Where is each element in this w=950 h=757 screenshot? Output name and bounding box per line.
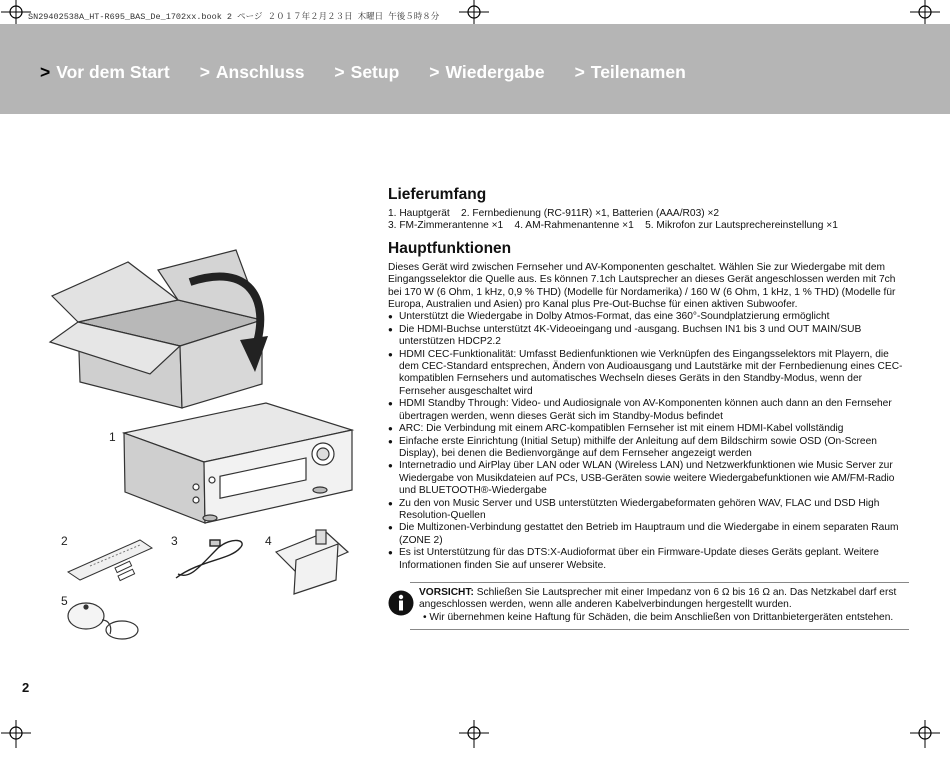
feature-list: [388, 311, 908, 572]
info-icon: [388, 590, 414, 616]
remote-control-icon: [68, 540, 152, 581]
section-heading-lieferumfang: Lieferumfang: [388, 186, 487, 203]
figure-label-2: 2: [61, 534, 68, 548]
nav-label: Wiedergabe: [445, 62, 545, 82]
list-item: ● HDMI CEC-Funktionalität: Umfasst Bedienfunktionen wie Verknüpfen des Eingangsselektors mit Playern, die dem CEC-Standard entsprechen, Ändern von Audioausgang und Lautstärke mit der Fernbedienung eines CEC-kompatiblen Fernsehers und automatisches Wechseln dieses Geräts in den Standby-Modus, wenn der Fernseher ausgeschaltet wird: [388, 349, 908, 399]
list-item: ● Zu den von Music Server und USB unterstützten Wiedergabeformaten gehören WAV, FLAC und DSD High Resolution-Quellen: [388, 498, 908, 523]
contents-line-1: 1. Hauptgerät 2. Fernbedienung (RC-911R) ×1, Batterien (AAA/R03) ×2: [388, 208, 720, 219]
figure-label-5: 5: [61, 594, 68, 608]
chevron-right-icon: >: [429, 62, 440, 82]
section-heading-hauptfunktionen: Hauptfunktionen: [388, 239, 512, 257]
nav-label: Vor dem Start: [56, 62, 170, 82]
nav-label: Setup: [350, 62, 400, 82]
caution-label: VORSICHT:: [419, 587, 474, 598]
caution-message: Schließen Sie Lautsprecher mit einer Impedanz von 6 Ω bis 16 Ω an. Das Netzkabel darf erst angeschlossen werden, wenn alle anderen Kabelverbindungen hergestellt wurden.: [419, 587, 897, 611]
main-content: [388, 186, 908, 572]
microphone-icon: [68, 603, 138, 639]
divider: [410, 582, 909, 583]
chevron-right-icon: >: [40, 62, 51, 82]
list-item: ● ARC: Die Verbindung mit einem ARC-kompatiblen Fernseher ist mit einem HDMI-Kabel vollständig: [388, 423, 908, 435]
nav-label: Teilenamen: [590, 62, 686, 82]
figure-label-1: 1: [109, 430, 116, 444]
list-item: ● Unterstützt die Wiedergabe in Dolby Atmos-Format, das eine 360°-Soundplatzierung ermöglicht: [388, 311, 908, 323]
figure-label-3: 3: [171, 534, 178, 548]
intro-paragraph: Dieses Gerät wird zwischen Fernseher und AV-Komponenten geschaltet. Wählen Sie zur Wiedergabe mit dem Eingangsselektor die Quelle aus. Es können 7.1ch Lautsprecher an dieses Gerät angeschlossen werden mit 7ch bei 170 W (6 Ohm, 1 kHz, 0,9 % THD) (Modelle für Nordamerika) / 160 W (6 Ohm, 1 kHz, 1 % THD) (Modelle für Europa, Australien und Asien) pro Kanal plus Pre-Out-Buchse für einen aktiven Subwoofer.: [388, 261, 896, 311]
list-item: ● Die Multizonen-Verbindung gestattet den Betrieb im Hauptraum und die Wiedergabe in einem separaten Raum (ZONE 2): [388, 522, 908, 547]
figure-label-4: 4: [265, 534, 272, 548]
list-item: ● Es ist Unterstützung für das DTS:X-Audioformat über ein Firmware-Update dieses Geräts geplant. Weitere Informationen finden Sie auf unserer Website.: [388, 547, 908, 572]
contents-line-2: 3. FM-Zimmerantenne ×1 4. AM-Rahmenantenne ×1 5. Mikrofon zur Lautsprechereinstellung ×1: [388, 220, 838, 232]
print-slug: SN29402538A_HT-R695_BAS_De_1702xx.book 2 ページ ２０１７年２月２３日 木曜日 午後５時８分: [28, 12, 440, 22]
divider: [410, 629, 909, 630]
list-item: ● Einfache erste Einrichtung (Initial Setup) mithilfe der Anleitung auf dem Bildschirm sowie OSD (On-Screen Display), bei denen die Bedienvorgänge auf dem Fernseher angezeigt werden: [388, 436, 908, 461]
chevron-right-icon: >: [199, 62, 210, 82]
caution-subnote: • Wir übernehmen keine Haftung für Schäden, die beim Anschließen von Drittanbietergeräten entstehen.: [423, 611, 894, 623]
list-item: ● Internetradio und AirPlay über LAN oder WLAN (Wireless LAN) und Netzwerkfunktionen wie Music Server zur Wiedergabe von Musikdateien auf PCs, USB-Geräten sowie weitere Wiedergabefunktionen wie AM/FM-Radio und BLUETOOTH®-Wiedergabe: [388, 460, 908, 497]
am-antenna-icon: [276, 530, 348, 594]
receiver-icon: [124, 403, 352, 523]
fm-antenna-icon: [176, 540, 242, 578]
chevron-right-icon: >: [334, 62, 345, 82]
caution-box: [388, 582, 909, 630]
chevron-right-icon: >: [574, 62, 585, 82]
caution-text: [419, 587, 909, 624]
page-number: 2: [22, 680, 30, 695]
nav-label: Anschluss: [215, 62, 305, 82]
list-item: ● Die HDMI-Buchse unterstützt 4K-Videoeingang und -ausgang. Buchsen IN1 bis 3 und OUT MAIN/SUB unterstützen HDCP2.2: [388, 324, 908, 349]
list-item: ● HDMI Standby Through: Video- und Audiosignale von AV-Komponenten können auch dann an den Fernseher übertragen werden, wenn dieses Gerät sich im Standby-Modus befindet: [388, 398, 908, 423]
